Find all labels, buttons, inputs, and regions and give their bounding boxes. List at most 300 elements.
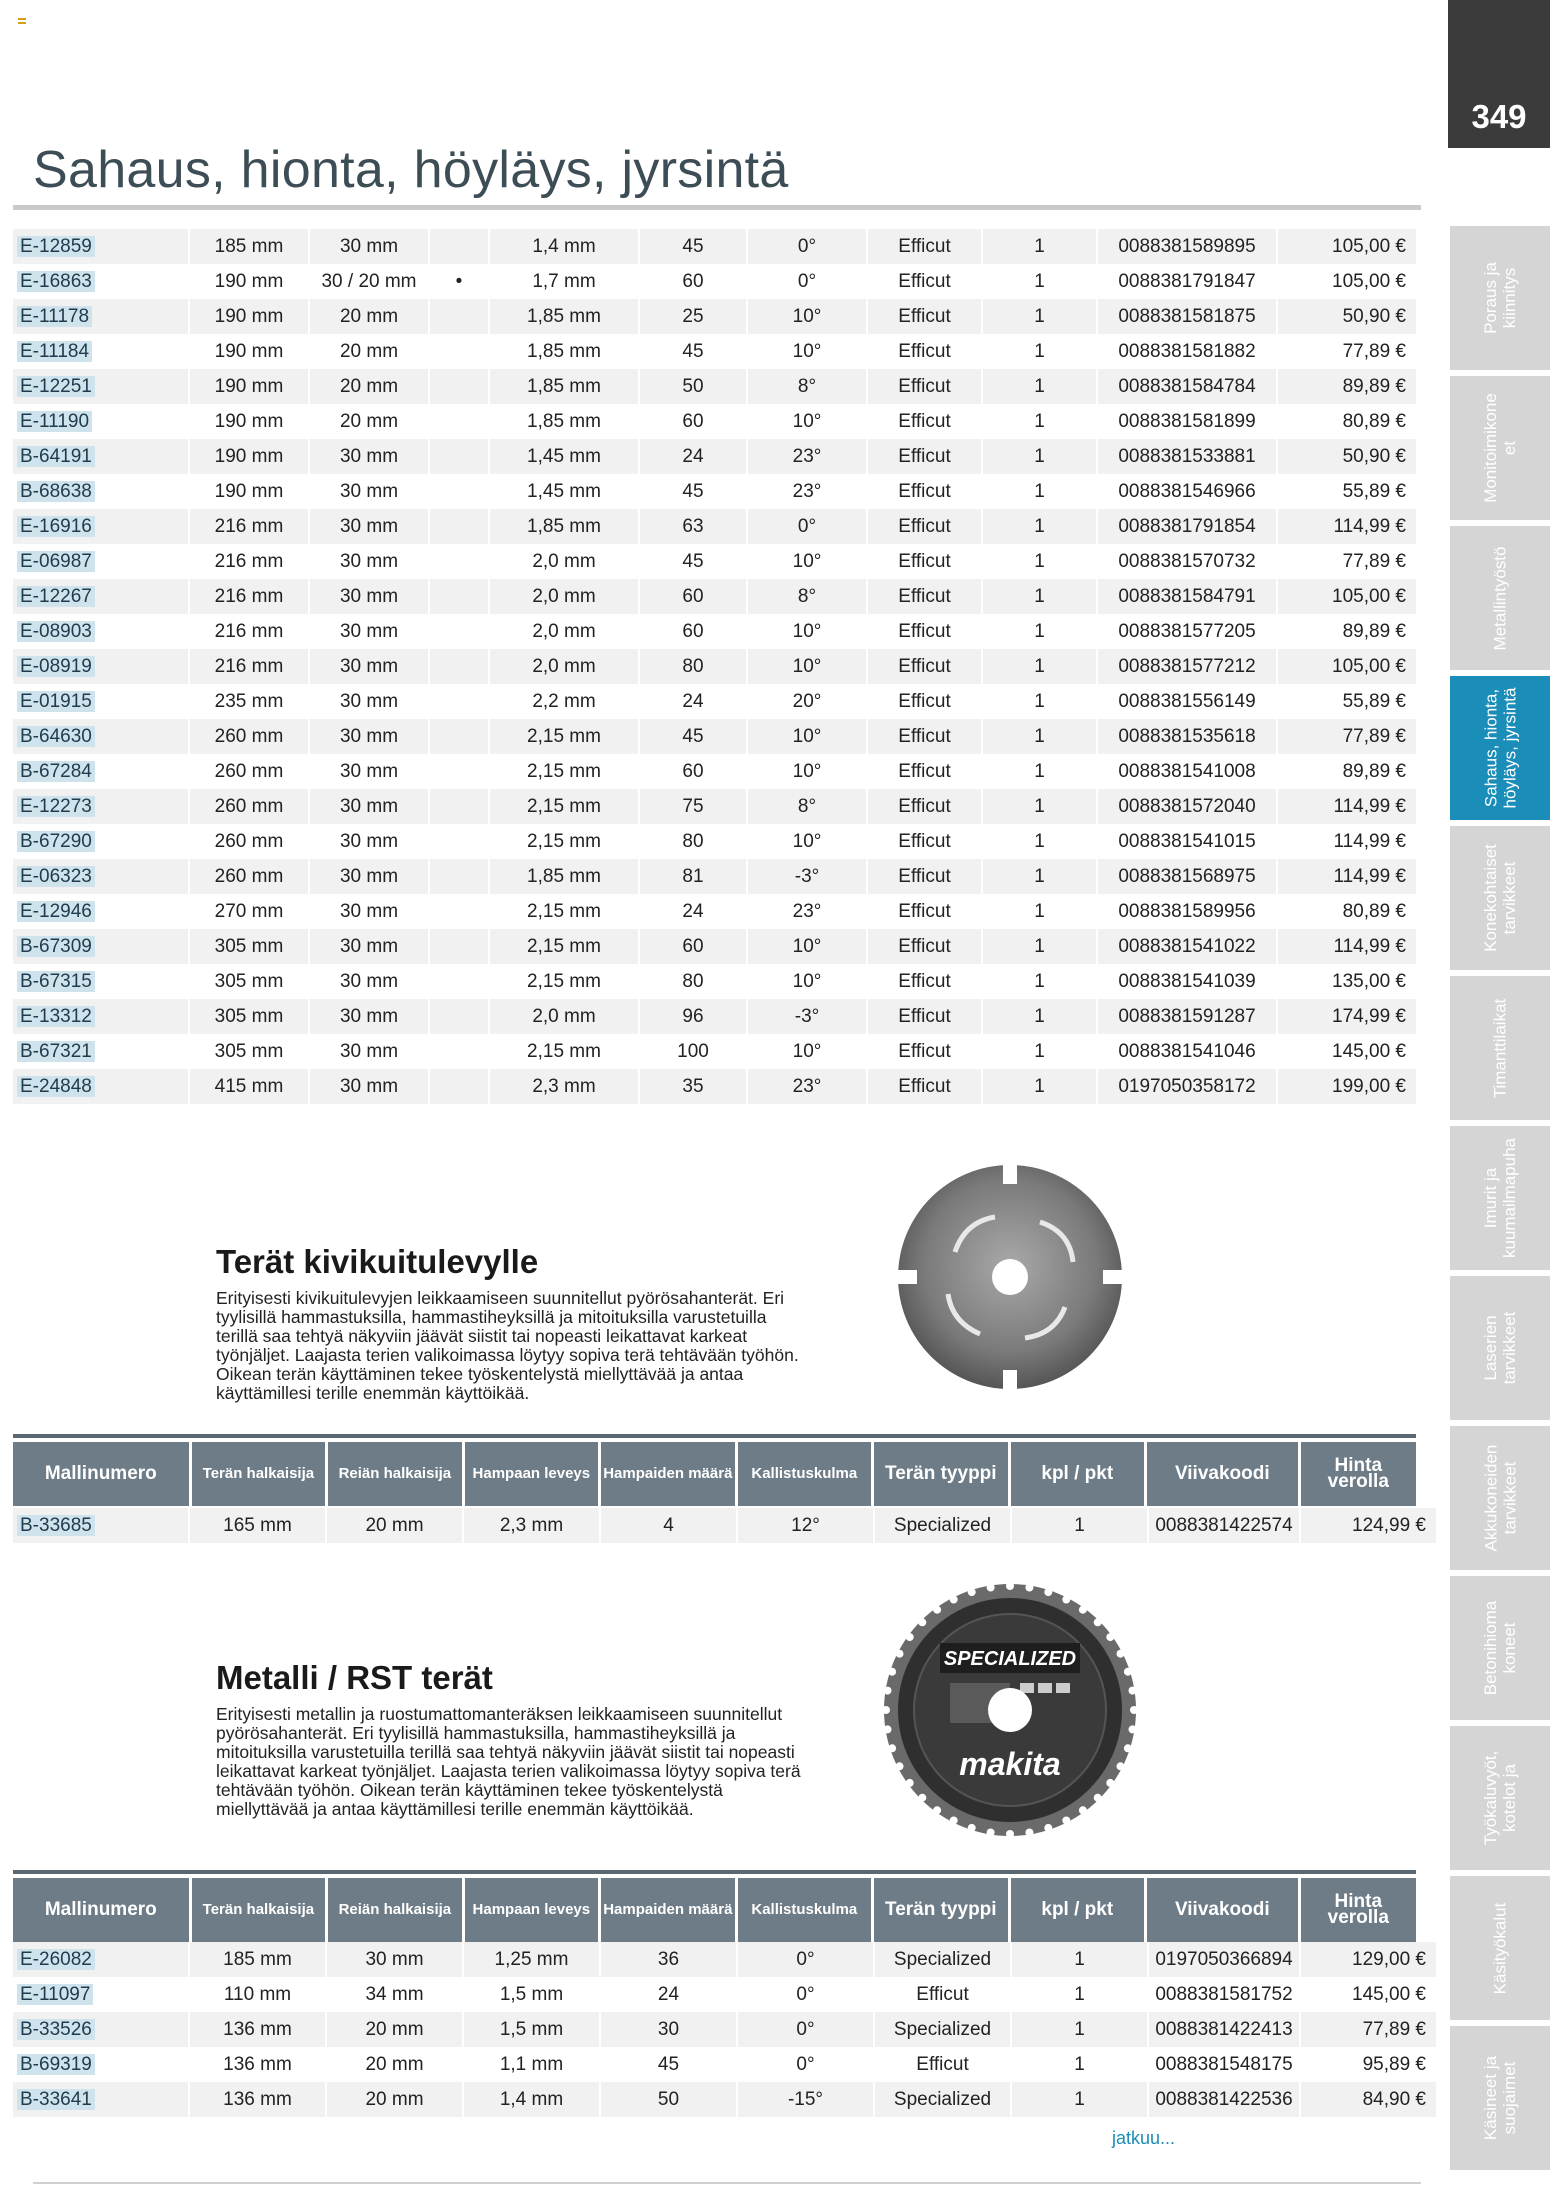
product-code — [13, 579, 188, 614]
side-nav-tab[interactable] — [1450, 1726, 1550, 1870]
table-cell: 45 — [638, 334, 746, 369]
table-cell: 1 — [981, 579, 1096, 614]
product-code-text[interactable]: E-08919 — [17, 656, 95, 677]
table-cell: 30 mm — [308, 649, 428, 684]
blade-tooth — [1025, 1584, 1033, 1592]
column-header: Hinta verolla — [1301, 1442, 1416, 1506]
table-cell: 10° — [746, 964, 866, 999]
table-cell: 0° — [746, 229, 866, 264]
table-cell: Efficut — [866, 1069, 981, 1104]
blade-tooth — [1117, 1650, 1125, 1658]
table-cell: 190 mm — [188, 404, 308, 439]
table-cell — [428, 789, 488, 824]
product-code — [13, 789, 188, 824]
table-cell: 2,15 mm — [488, 894, 638, 929]
table-cell: 60 — [638, 754, 746, 789]
product-code — [13, 1942, 188, 1977]
product-code-text[interactable]: B-68638 — [17, 481, 95, 502]
side-nav-tab-label: Sahaus, hionta, höyläys, jyrsintä — [1481, 687, 1519, 809]
table-row — [13, 1977, 1436, 2012]
product-code — [13, 404, 188, 439]
table-cell: 2,3 mm — [488, 1069, 638, 1104]
table-cell: 190 mm — [188, 299, 308, 334]
product-code-text[interactable]: B-67284 — [17, 761, 95, 782]
table-row — [13, 299, 1416, 334]
product-code-text[interactable]: E-12273 — [17, 796, 95, 817]
table-cell — [428, 684, 488, 719]
table-cell: 0° — [746, 509, 866, 544]
table-cell: Efficut — [866, 369, 981, 404]
table-cell: 0088381584791 — [1096, 579, 1276, 614]
column-header: Hinta verolla — [1301, 1878, 1416, 1942]
column-header: Viivakoodi — [1147, 1878, 1298, 1942]
price-cell: 89,89 € — [1276, 614, 1416, 649]
table-cell: 24 — [638, 439, 746, 474]
table-cell: 0088381791847 — [1096, 264, 1276, 299]
table-cell: 1 — [981, 334, 1096, 369]
product-code-text[interactable]: B-33526 — [17, 2019, 95, 2040]
blade-tooth — [1044, 1588, 1052, 1596]
side-nav-tab-label: Laserien tarvikkeet — [1481, 1311, 1519, 1385]
table-cell: 185 mm — [188, 229, 308, 264]
table-cell: 20 mm — [308, 299, 428, 334]
table-cell: 136 mm — [188, 2082, 325, 2117]
table-cell: 23° — [746, 1069, 866, 1104]
table-row — [13, 1069, 1416, 1104]
product-code-text[interactable]: B-33641 — [17, 2089, 95, 2110]
table-cell: 415 mm — [188, 1069, 308, 1104]
price-cell: 114,99 € — [1276, 824, 1416, 859]
table-cell: 0088381577212 — [1096, 649, 1276, 684]
table-cell: 45 — [638, 719, 746, 754]
side-nav-tab[interactable] — [1450, 826, 1550, 970]
product-code-text[interactable]: B-67309 — [17, 936, 95, 957]
column-header: Reiän halkaisija — [328, 1442, 461, 1506]
table-cell: 30 mm — [308, 894, 428, 929]
price-cell: 89,89 € — [1276, 754, 1416, 789]
table-cell: 2,15 mm — [488, 1034, 638, 1069]
table-cell: 2,15 mm — [488, 964, 638, 999]
table-row — [13, 999, 1416, 1034]
product-code — [13, 1034, 188, 1069]
product-code-text[interactable]: E-16916 — [17, 516, 95, 537]
side-nav-tab[interactable] — [1450, 1126, 1550, 1270]
product-code-text[interactable]: E-16863 — [17, 271, 95, 292]
table-cell: 30 mm — [308, 999, 428, 1034]
table-cell: 305 mm — [188, 999, 308, 1034]
side-nav-tab-label: Metallintyöstö — [1490, 546, 1510, 650]
table-cell: 260 mm — [188, 824, 308, 859]
table-cell: 1 — [1010, 1508, 1147, 1543]
table-cell: 136 mm — [188, 2047, 325, 2082]
table-cell: 1 — [981, 614, 1096, 649]
table-cell: Efficut — [866, 264, 981, 299]
table-cell: 185 mm — [188, 1942, 325, 1977]
table-cell: 100 — [638, 1034, 746, 1069]
column-header: Mallinumero — [13, 1878, 189, 1942]
table-cell: 10° — [746, 649, 866, 684]
product-code — [13, 859, 188, 894]
table-cell: Efficut — [866, 614, 981, 649]
table-cell: 260 mm — [188, 859, 308, 894]
table-cell: Efficut — [866, 299, 981, 334]
table-cell: 80 — [638, 964, 746, 999]
table-cell: 165 mm — [188, 1508, 325, 1543]
table-cell: 1,4 mm — [462, 2082, 599, 2117]
column-header: Terän tyyppi — [874, 1878, 1007, 1942]
blade-tooth — [1106, 1779, 1114, 1787]
continued-link[interactable]: jatkuu... — [1112, 2128, 1176, 2148]
table-cell: 216 mm — [188, 509, 308, 544]
table-cell: Efficut — [866, 334, 981, 369]
table-cell: 1 — [981, 894, 1096, 929]
table-cell: 30 mm — [308, 859, 428, 894]
product-code-text[interactable]: E-12859 — [17, 236, 95, 257]
table-cell: 1 — [981, 719, 1096, 754]
table-cell: 20° — [746, 684, 866, 719]
table-cell: Efficut — [866, 859, 981, 894]
product-code-text[interactable]: E-11190 — [17, 411, 92, 432]
table-cell: 20 mm — [325, 1508, 462, 1543]
table-cell: 30 mm — [308, 719, 428, 754]
column-header: Hampaan leveys — [465, 1878, 598, 1942]
column-header: kpl / pkt — [1011, 1878, 1144, 1942]
table-cell: Specialized — [873, 2012, 1010, 2047]
table-cell: 81 — [638, 859, 746, 894]
table-cell: 20 mm — [308, 334, 428, 369]
table-row — [13, 754, 1416, 789]
table-cell: Efficut — [866, 404, 981, 439]
table-cell: 0088381589956 — [1096, 894, 1276, 929]
product-code-text[interactable]: B-69319 — [17, 2054, 95, 2075]
product-code-text[interactable]: E-06987 — [17, 551, 95, 572]
product-code — [13, 684, 188, 719]
product-code-text[interactable]: B-64191 — [17, 446, 95, 467]
side-nav-tab-label: Monitoimikone et — [1481, 393, 1520, 503]
table-cell — [428, 509, 488, 544]
price-cell: 84,90 € — [1299, 2082, 1436, 2117]
blade-tooth — [896, 1762, 904, 1770]
price-cell: 105,00 € — [1276, 264, 1416, 299]
table-cell — [428, 474, 488, 509]
price-cell: 105,00 € — [1276, 579, 1416, 614]
table-cell: 1,85 mm — [488, 299, 638, 334]
product-code-text[interactable]: E-12946 — [17, 901, 95, 922]
table-row — [13, 614, 1416, 649]
page-title: Sahaus, hionta, höyläys, jyrsintä — [33, 141, 789, 199]
product-code — [13, 229, 188, 264]
column-header: Hampaiden määrä — [601, 1442, 734, 1506]
table-cell: 23° — [746, 439, 866, 474]
table-cell: 30 mm — [308, 684, 428, 719]
table-cell — [428, 649, 488, 684]
table-cell: 260 mm — [188, 789, 308, 824]
table-cell: 35 — [638, 1069, 746, 1104]
table-cell — [428, 614, 488, 649]
table-cell: 2,0 mm — [488, 579, 638, 614]
product-code — [13, 754, 188, 789]
table-cell: 260 mm — [188, 754, 308, 789]
blade-tooth — [933, 1806, 941, 1814]
table-cell — [428, 1034, 488, 1069]
table-cell: 0088381570732 — [1096, 544, 1276, 579]
table-cell: 305 mm — [188, 929, 308, 964]
side-nav-tab[interactable] — [1450, 976, 1550, 1120]
blade-tooth — [1094, 1794, 1102, 1802]
table-cell: Efficut — [866, 1034, 981, 1069]
section2-title: Metalli / RST terät — [216, 1659, 493, 1696]
side-nav-tab-label: Akkukoneiden tarvikkeet — [1481, 1444, 1519, 1552]
blade-tooth — [1124, 1744, 1132, 1752]
price-cell: 77,89 € — [1276, 334, 1416, 369]
product-code-text[interactable]: B-33685 — [17, 1515, 95, 1536]
table-cell: 1 — [981, 789, 1096, 824]
side-nav-tab[interactable] — [1450, 376, 1550, 520]
column-header: Terän halkaisija — [192, 1878, 325, 1942]
product-code-text[interactable]: E-13312 — [17, 1006, 95, 1027]
table-cell: Efficut — [866, 894, 981, 929]
table-cell — [428, 334, 488, 369]
product-code-text[interactable]: E-08903 — [17, 621, 95, 642]
table-cell — [428, 229, 488, 264]
blade-tooth — [1025, 1829, 1033, 1837]
price-cell: 50,90 € — [1276, 439, 1416, 474]
price-cell: 124,99 € — [1299, 1508, 1436, 1543]
table-cell: 1 — [981, 474, 1096, 509]
blade-tooth — [987, 1584, 995, 1592]
table-cell: Specialized — [873, 2082, 1010, 2117]
table-cell: 50 — [638, 369, 746, 404]
table-cell: 1 — [981, 264, 1096, 299]
table-cell: 0197050358172 — [1096, 1069, 1276, 1104]
table-cell: 1 — [981, 684, 1096, 719]
table-row — [13, 789, 1416, 824]
table-cell: 8° — [746, 369, 866, 404]
table-cell: 216 mm — [188, 544, 308, 579]
table-cell: 216 mm — [188, 614, 308, 649]
table-cell: 24 — [638, 684, 746, 719]
price-cell: 105,00 € — [1276, 649, 1416, 684]
product-code — [13, 999, 188, 1034]
table-cell: 190 mm — [188, 474, 308, 509]
table-cell: 1 — [981, 544, 1096, 579]
table-row — [13, 2047, 1436, 2082]
table-cell: 60 — [638, 404, 746, 439]
product-code-text[interactable]: E-06323 — [17, 866, 95, 887]
table-cell: 10° — [746, 1034, 866, 1069]
table-cell: 1 — [1010, 2047, 1147, 2082]
table-cell: 20 mm — [325, 2082, 462, 2117]
blade-tooth — [987, 1829, 995, 1837]
table-cell — [428, 929, 488, 964]
table-cell: 10° — [746, 299, 866, 334]
table-cell: 96 — [638, 999, 746, 1034]
blade-tooth — [1094, 1618, 1102, 1626]
table-cell: 1 — [981, 369, 1096, 404]
product-code-text[interactable]: B-67315 — [17, 971, 95, 992]
page-number: 349 — [1448, 0, 1550, 148]
table-cell: Efficut — [866, 754, 981, 789]
table-cell: 30 mm — [308, 929, 428, 964]
metal-blade-image — [880, 1583, 1140, 1837]
product-code — [13, 264, 188, 299]
blade-tooth — [1106, 1633, 1114, 1641]
table-cell: 1 — [981, 754, 1096, 789]
side-nav-tab-label: Betonihioma koneet — [1481, 1600, 1519, 1696]
table-cell: Specialized — [873, 1508, 1010, 1543]
table-cell: 60 — [638, 929, 746, 964]
product-code-text[interactable]: E-01915 — [17, 691, 95, 712]
table-cell: Efficut — [866, 999, 981, 1034]
section2-header — [10, 1878, 1419, 1942]
section1-header — [10, 1442, 1419, 1506]
table-cell: 30 mm — [325, 1942, 462, 1977]
table-cell: 60 — [638, 579, 746, 614]
table-cell: 260 mm — [188, 719, 308, 754]
table-cell: 1 — [981, 299, 1096, 334]
side-nav-tab-label: Työkaluvyöt, kotelot ja — [1481, 1750, 1519, 1846]
table-cell — [428, 894, 488, 929]
blade-tooth — [884, 1725, 892, 1733]
product-code — [13, 614, 188, 649]
table-cell: 45 — [599, 2047, 736, 2082]
price-cell: 50,90 € — [1276, 299, 1416, 334]
side-nav-tab[interactable] — [1450, 226, 1550, 370]
column-header: Terän halkaisija — [192, 1442, 325, 1506]
blade-tooth — [1117, 1762, 1125, 1770]
table-row — [13, 334, 1416, 369]
table-cell: 30 mm — [308, 439, 428, 474]
table-cell: 190 mm — [188, 334, 308, 369]
side-nav-tab[interactable] — [1450, 1876, 1550, 2020]
product-code-text[interactable]: B-67290 — [17, 831, 95, 852]
product-code — [13, 929, 188, 964]
table-cell: 235 mm — [188, 684, 308, 719]
table-cell — [428, 859, 488, 894]
table-cell: 30 — [599, 2012, 736, 2047]
price-cell: 174,99 € — [1276, 999, 1416, 1034]
product-code-text[interactable]: E-12267 — [17, 586, 95, 607]
side-nav-tab[interactable] — [1450, 676, 1550, 820]
table-cell: 0088381535618 — [1096, 719, 1276, 754]
side-nav-tab[interactable] — [1450, 1426, 1550, 1570]
table-cell: Efficut — [866, 579, 981, 614]
product-code — [13, 649, 188, 684]
product-code — [13, 334, 188, 369]
table-cell: Efficut — [866, 649, 981, 684]
table-cell: Efficut — [866, 929, 981, 964]
table-cell: 30 mm — [308, 579, 428, 614]
table-row — [13, 859, 1416, 894]
column-header: Hampaan leveys — [465, 1442, 598, 1506]
table-cell: Efficut — [866, 964, 981, 999]
side-nav-tab-label: Poraus ja kiinnitys — [1481, 262, 1519, 334]
table-cell — [428, 754, 488, 789]
table-cell: 24 — [599, 1977, 736, 2012]
table-cell: 2,3 mm — [462, 1508, 599, 1543]
blade-tooth — [882, 1706, 890, 1714]
table-cell: 1 — [981, 439, 1096, 474]
table-cell: 2,15 mm — [488, 824, 638, 859]
table-cell: Efficut — [866, 719, 981, 754]
blade-tooth — [1129, 1687, 1137, 1695]
table-cell: 190 mm — [188, 369, 308, 404]
table-cell: 75 — [638, 789, 746, 824]
table-cell: 305 mm — [188, 964, 308, 999]
section1-description: Erityisesti kivikuitulevyjen leikkaamiseen suunnitellut pyörösahanterät. Eri tyylisillä hammastuksilla, hammastiheyksillä ja mitoituksilla varustetuilla terillä saa tehtyä näkyviin jäävät siistit tai nopeasti leikattavat karkeat työnjäljet. Laajasta terien valikoimassa löytyy sopiva terä tehtävään työhön. Oikean terän käyttäminen tekee työskentelystä miellyttävää ja antaa käyttämillesi terille enemmän käyttöikää. — [216, 1288, 799, 1403]
corner-mark — [18, 18, 26, 26]
blade-tooth — [933, 1606, 941, 1614]
blade-tooth — [968, 1588, 976, 1596]
product-code-text[interactable]: E-11184 — [17, 341, 92, 362]
table-cell: 1,5 mm — [462, 1977, 599, 2012]
table-cell: 1 — [981, 649, 1096, 684]
side-nav-tab[interactable] — [1450, 1276, 1550, 1420]
table-cell: 0088381422536 — [1147, 2082, 1299, 2117]
side-nav-tab[interactable] — [1450, 1576, 1550, 1720]
table-row — [13, 684, 1416, 719]
table-cell: Efficut — [866, 824, 981, 859]
main-product-table — [13, 229, 1416, 1104]
table-cell: Efficut — [866, 229, 981, 264]
price-cell: 55,89 € — [1276, 684, 1416, 719]
side-nav-tab[interactable] — [1450, 2026, 1550, 2170]
table-cell: 0088381591287 — [1096, 999, 1276, 1034]
table-cell: 0197050366894 — [1147, 1942, 1299, 1977]
product-code-text[interactable]: E-11178 — [17, 306, 92, 327]
table-cell: 30 mm — [308, 1034, 428, 1069]
product-code-text[interactable]: E-12251 — [17, 376, 95, 397]
price-cell: 145,00 € — [1299, 1977, 1436, 2012]
bottom-divider — [33, 2182, 1421, 2184]
table-cell: 2,0 mm — [488, 649, 638, 684]
product-code — [13, 439, 188, 474]
product-code-text[interactable]: B-64630 — [17, 726, 95, 747]
table-cell: 1,7 mm — [488, 264, 638, 299]
side-nav-tab[interactable] — [1450, 526, 1550, 670]
table-cell: 0° — [736, 2047, 873, 2082]
product-code-text[interactable]: B-67321 — [17, 1041, 95, 1062]
column-header: Reiän halkaisija — [328, 1878, 461, 1942]
table-cell: 10° — [746, 824, 866, 859]
table-cell: 10° — [746, 544, 866, 579]
table-cell: 30 mm — [308, 964, 428, 999]
blade-tooth — [1124, 1668, 1132, 1676]
blade-tooth — [888, 1744, 896, 1752]
table-row — [13, 719, 1416, 754]
table-cell: 45 — [638, 229, 746, 264]
product-code-text[interactable]: E-11097 — [17, 1984, 93, 2005]
table-cell: 50 — [599, 2082, 736, 2117]
product-code-text[interactable]: E-26082 — [17, 1949, 95, 1970]
section2-table — [13, 1942, 1436, 2117]
table-cell: 2,15 mm — [488, 719, 638, 754]
product-code — [13, 719, 188, 754]
table-cell: 0088381589895 — [1096, 229, 1276, 264]
table-cell: 10° — [746, 929, 866, 964]
blade-tooth — [1130, 1706, 1138, 1714]
table-cell — [428, 999, 488, 1034]
table-cell: 1,45 mm — [488, 439, 638, 474]
table-cell: 0088381556149 — [1096, 684, 1276, 719]
table-row — [13, 229, 1416, 264]
table-cell: Efficut — [866, 684, 981, 719]
table-cell: 0088381791854 — [1096, 509, 1276, 544]
table-cell: • — [428, 264, 488, 299]
product-code-text[interactable]: E-24848 — [17, 1076, 95, 1097]
product-code — [13, 2047, 188, 2082]
table-row — [13, 649, 1416, 684]
